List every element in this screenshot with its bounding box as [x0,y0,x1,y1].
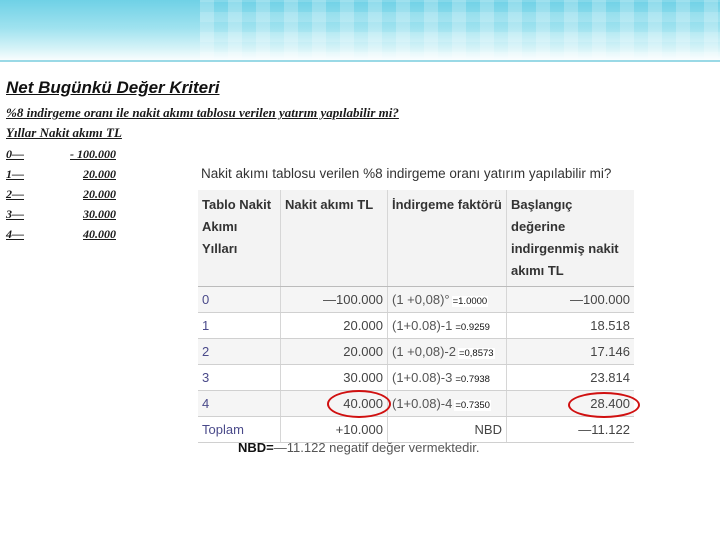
factor-expression: (1 +0,08)-2 [392,344,456,359]
list-value: - 100.000 [70,147,116,161]
factor-expression: (1 +0,08)° [392,292,450,307]
highlight-circle-total-cash [327,390,391,418]
cell-total-discounted: —11.122 [507,417,635,443]
factor-expression: (1+0.08)-3 [392,370,453,385]
cell-factor [388,313,507,339]
list-item [6,147,116,167]
cell-discounted: —100.000 [507,287,635,313]
list-year: 4— [6,227,24,241]
cash-flow-list [6,147,116,247]
cell-year: 2 [198,339,281,365]
list-value: 30.000 [83,207,116,221]
cell-total-factor: NBD [388,417,507,443]
cell-discounted: 18.518 [507,313,635,339]
npv-table-image [180,128,657,460]
factor-value: =0,8573 [458,348,494,359]
factor-value: =0.7938 [455,374,490,385]
header-discounted-value: Başlangıç değerine indirgenmiş nakit akımı TL [507,190,635,287]
cell-factor [388,391,507,417]
header-years: Tablo Nakit Akımı Yılları [198,190,281,287]
cell-cash: —100.000 [281,287,388,313]
cell-cash: 20.000 [281,339,388,365]
npv-label: NBD= [238,440,274,455]
table-total-row [198,417,634,443]
header-accent-line [0,60,720,62]
list-item [6,167,116,187]
npv-conclusion-text: —11.122 negatif değer vermektedir. [273,440,480,455]
table-row [198,365,634,391]
list-year: 2— [6,187,24,201]
list-value: 20.000 [83,167,116,181]
cell-total-label: Toplam [198,417,281,443]
table-row [198,339,634,365]
cell-year: 0 [198,287,281,313]
cell-discounted: 28.400 [507,391,635,417]
cell-year: 3 [198,365,281,391]
cell-cash: 40.000 [281,391,388,417]
table-row [198,287,634,313]
highlight-circle-npv [568,392,640,418]
list-year: 0— [6,147,24,161]
factor-expression: (1+0.08)-4 [392,396,453,411]
list-header: Yıllar Nakit akımı TL [6,125,122,140]
cell-factor [388,339,507,365]
slide-title: Net Bugünkü Değer Kriteri [6,78,220,97]
factor-expression: (1+0.08)-1 [392,318,453,333]
header-discount-factor: İndirgeme faktörü [388,190,507,287]
factor-value: =0.7350 [455,400,490,411]
table-caption: Nakit akımı tablosu verilen %8 indirgeme oranı yatırım yapılabilir mi? [201,166,612,181]
cell-cash: 20.000 [281,313,388,339]
list-value: 40.000 [83,227,116,241]
cell-discounted: 17.146 [507,339,635,365]
list-item [6,187,116,207]
table-row [198,313,634,339]
header-cash-flow: Nakit akımı TL [281,190,388,287]
list-year: 1— [6,167,24,181]
factor-value: =0.9259 [455,322,490,333]
question-text: %8 indirgeme oranı ile nakit akımı tablosu verilen yatırım yapılabilir mi? [6,105,399,120]
cell-year: 4 [198,391,281,417]
factor-value: =1.0000 [452,296,488,307]
cell-factor [388,365,507,391]
header-mosaic [200,0,720,62]
list-value: 20.000 [83,187,116,201]
list-item [6,227,116,247]
cell-total-cash: +10.000 [281,417,388,443]
list-year: 3— [6,207,24,221]
cell-year: 1 [198,313,281,339]
cell-discounted: 23.814 [507,365,635,391]
cell-factor [388,287,507,313]
cell-cash: 30.000 [281,365,388,391]
list-item [6,207,116,227]
table-header-row [198,190,634,287]
header-band [0,0,720,62]
npv-conclusion [238,440,479,455]
